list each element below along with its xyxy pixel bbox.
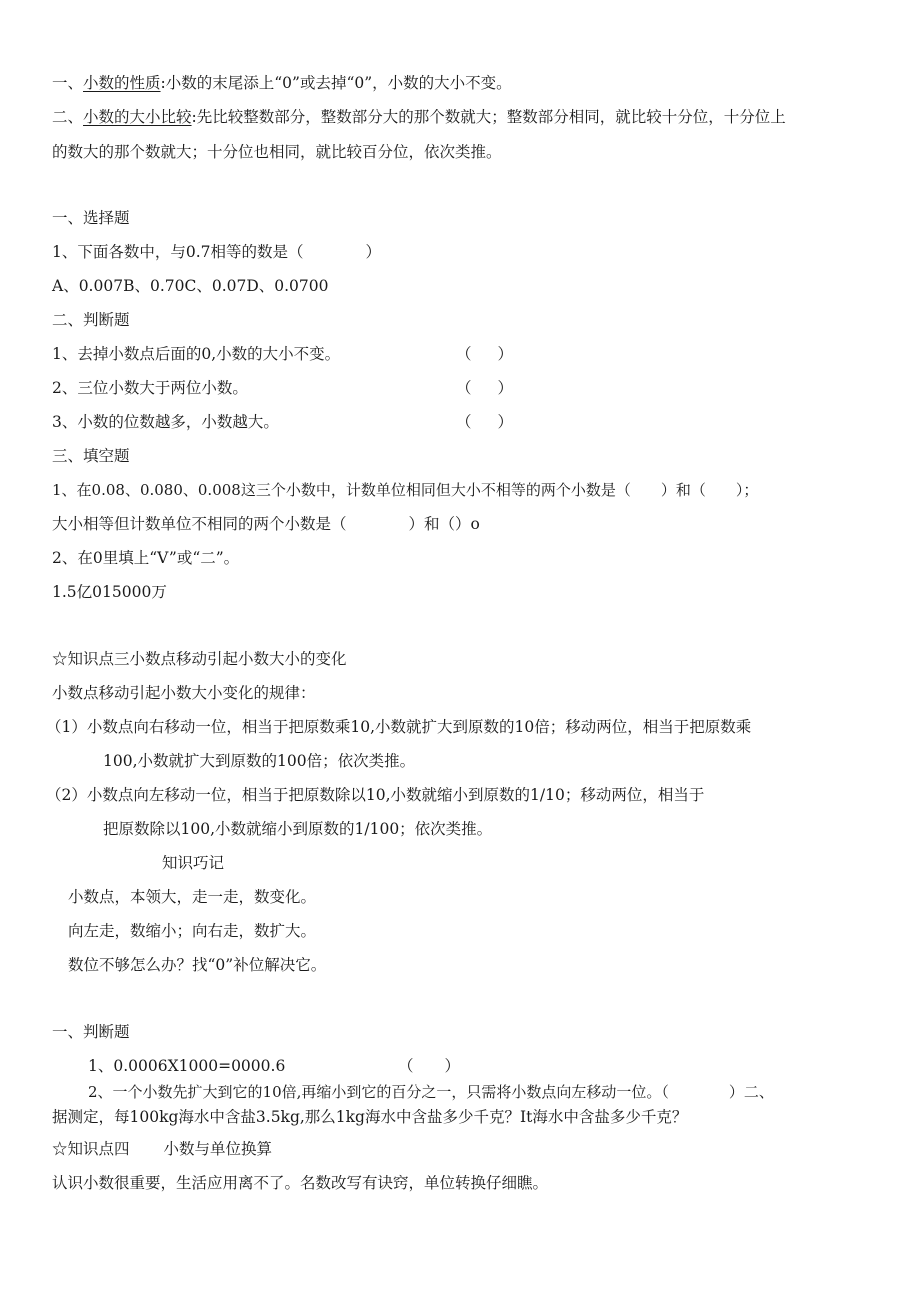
rule-term-property: 小数的性质 <box>83 74 161 92</box>
mnemonic-title: 知识巧记 <box>162 854 225 872</box>
judge-heading-2: 一、判断题 <box>52 1023 130 1041</box>
rule-text: :先比较整数部分，整数部分大的那个数就大；整数部分相同，就比较十分位，十分位上 <box>191 108 786 126</box>
rule-property <box>52 73 512 93</box>
judge-2-item-2: 2、一个小数先扩大到它的10倍,再缩小到它的百分之一，只需将小数点向左移动一位。（ ）二、 <box>88 1083 774 1101</box>
mnemonic-line: 向左走，数缩小；向右走，数扩大。 <box>68 922 317 940</box>
answer-parens: （ ） <box>456 345 514 363</box>
rule-term-comparison: 小数的大小比较 <box>83 108 192 126</box>
rule-intro: 小数点移动引起小数大小变化的规律： <box>52 684 316 702</box>
answer-parens: （ ） <box>456 413 514 431</box>
mnemonic-line: 小数点，本领大，走一走，数变化。 <box>68 888 317 906</box>
fill-question-2: 2、在0里填上“V”或“二”。 <box>52 549 240 567</box>
judge-item-2: 2、三位小数大于两位小数。 <box>52 379 248 397</box>
rule-comparison <box>52 107 786 127</box>
rule-number: 一、 <box>52 74 84 92</box>
choice-heading: 一、选择题 <box>52 209 130 227</box>
mnemonic-line: 数位不够怎么办？找“0”补位解决它。 <box>68 956 327 974</box>
rule-number: 二、 <box>52 108 84 126</box>
word-problem: 据测定，每100kg海水中含盐3.5kg,那么1kg海水中含盐多少千克？It海水中含盐多少千克？ <box>52 1108 688 1126</box>
choice-question-1: 1、下面各数中，与0.7相等的数是（ ） <box>52 243 382 261</box>
rule-text: :小数的末尾添上“0”或去掉“0”，小数的大小不变。 <box>160 74 512 92</box>
judge-2-item-1: 1、0.0006X1000=0000.6 <box>88 1057 286 1075</box>
knowledge-point-3-title: ☆知识点三小数点移动引起小数大小的变化 <box>52 650 347 668</box>
choice-options: A、0.007B、0.70C、0.07D、0.0700 <box>52 277 329 295</box>
knowledge-point-4-title: ☆知识点四 小数与单位换算 <box>52 1140 273 1158</box>
fill-heading: 三、填空题 <box>52 447 130 465</box>
shift-left-rule-continued: 把原数除以100,小数就缩小到原数的1/100；依次类推。 <box>103 820 493 838</box>
answer-parens: （ ） <box>398 1057 461 1075</box>
shift-right-rule-continued: 100,小数就扩大到原数的100倍；依次类推。 <box>103 752 416 770</box>
shift-left-rule: （2）小数点向左移动一位，相当于把原数除以10,小数就缩小到原数的1/10；移动两位，相当于 <box>46 786 705 804</box>
fill-question-1: 1、在0.08、0.080、0.008这三个小数中，计数单位相同但大小不相等的两个小数是（ ）和（ ）； <box>52 481 759 499</box>
rule-comparison-continued: 的数大的那个数就大；十分位也相同，就比较百分位，依次类推。 <box>52 143 502 161</box>
knowledge-point-4-intro: 认识小数很重要，生活应用离不了。名数改写有诀窍，单位转换仔细瞧。 <box>52 1174 549 1192</box>
answer-parens: （ ） <box>456 379 514 397</box>
fill-question-2-expression: 1.5亿015000万 <box>52 583 167 601</box>
fill-question-1-continued: 大小相等但计数单位不相同的两个小数是（ ）和（）o <box>52 515 480 533</box>
judge-item-1: 1、去掉小数点后面的0,小数的大小不变。 <box>52 345 341 363</box>
shift-right-rule: （1）小数点向右移动一位，相当于把原数乘10,小数就扩大到原数的10倍；移动两位，相当于把原数乘 <box>46 718 752 736</box>
judge-heading: 二、判断题 <box>52 311 130 329</box>
judge-item-3: 3、小数的位数越多，小数越大。 <box>52 413 279 431</box>
